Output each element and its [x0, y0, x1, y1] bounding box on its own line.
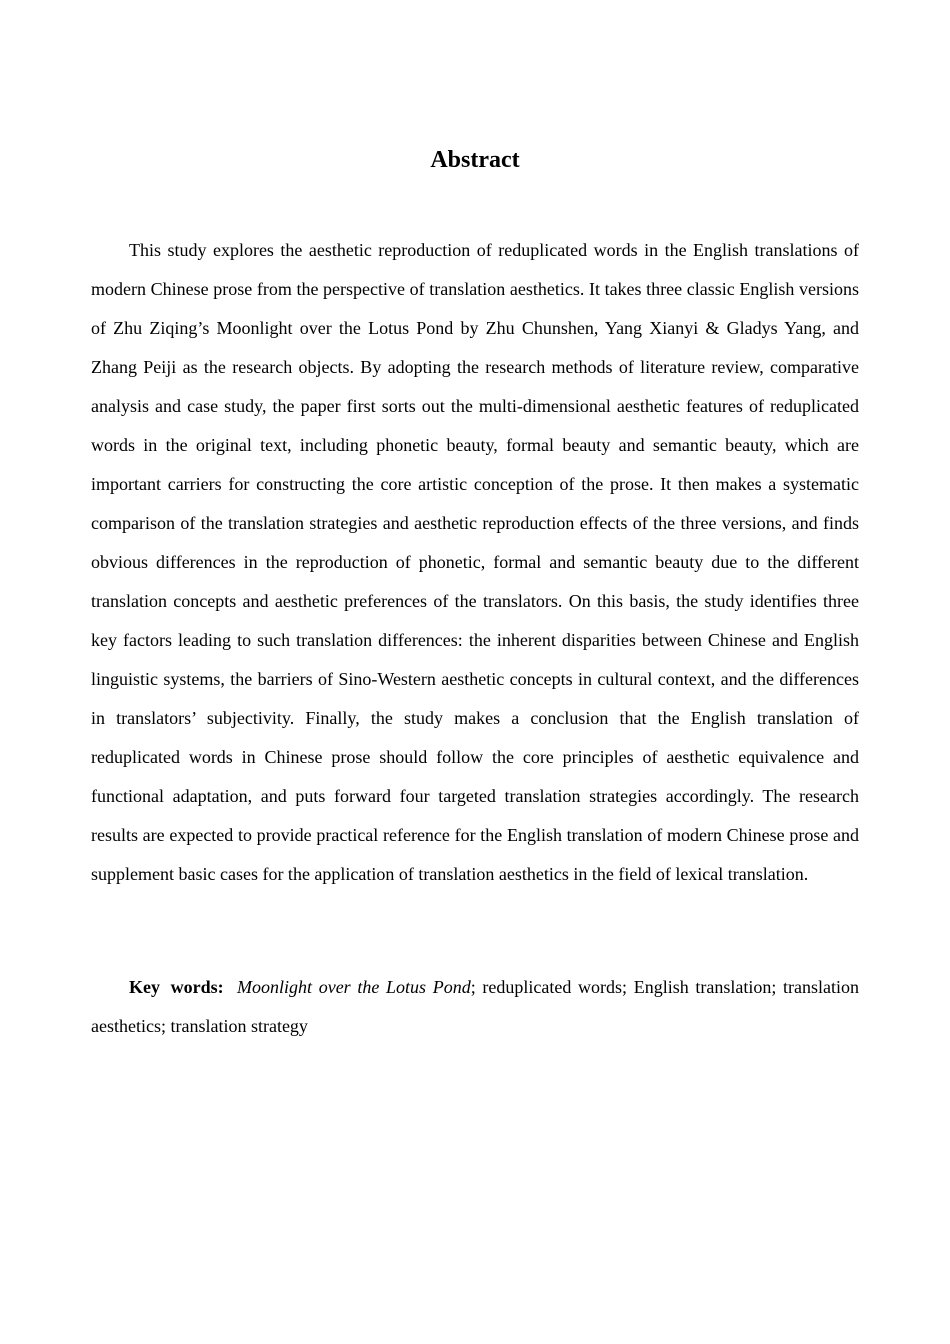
- keywords-label: Key words:: [129, 977, 224, 997]
- abstract-paragraph: This study explores the aesthetic reproduction of reduplicated words in the English translations of modern Chinese prose from the perspective of translation aesthetics. It takes three classic English versions of Zhu Ziqing’s Moonlight over the Lotus Pond by Zhu Chunshen, Yang Xianyi & Gladys Yang, and Zhang Peiji as the research objects. By adopting the research methods of literature review, comparative analysis and case study, the paper first sorts out the multi-dimensional aesthetic features of reduplicated words in the original text, including phonetic beauty, formal beauty and semantic beauty, which are important carriers for constructing the core artistic conception of the prose. It then makes a systematic comparison of the translation strategies and aesthetic reproduction effects of the three versions, and finds obvious differences in the reproduction of phonetic, formal and semantic beauty due to the different translation concepts and aesthetic preferences of the translators. On this basis, the study identifies three key factors leading to such translation differences: the inherent disparities between Chinese and English linguistic systems, the barriers of Sino-Western aesthetic concepts in cultural context, and the differences in translators’ subjectivity. Finally, the study makes a conclusion that the English translation of reduplicated words in Chinese prose should follow the core principles of aesthetic equivalence and functional adaptation, and puts forward four targeted translation strategies accordingly. The research results are expected to provide practical reference for the English translation of modern Chinese prose and supplement basic cases for the application of translation aesthetics in the field of lexical translation.: [91, 240, 859, 884]
- keywords-italic-title: Moonlight over the Lotus Pond: [237, 977, 471, 997]
- keywords-paragraph: [91, 968, 859, 1046]
- abstract-title: Abstract: [430, 147, 520, 173]
- keywords-list: ; reduplicated words; English translation; translation aesthetics; translation strategy: [91, 977, 860, 1036]
